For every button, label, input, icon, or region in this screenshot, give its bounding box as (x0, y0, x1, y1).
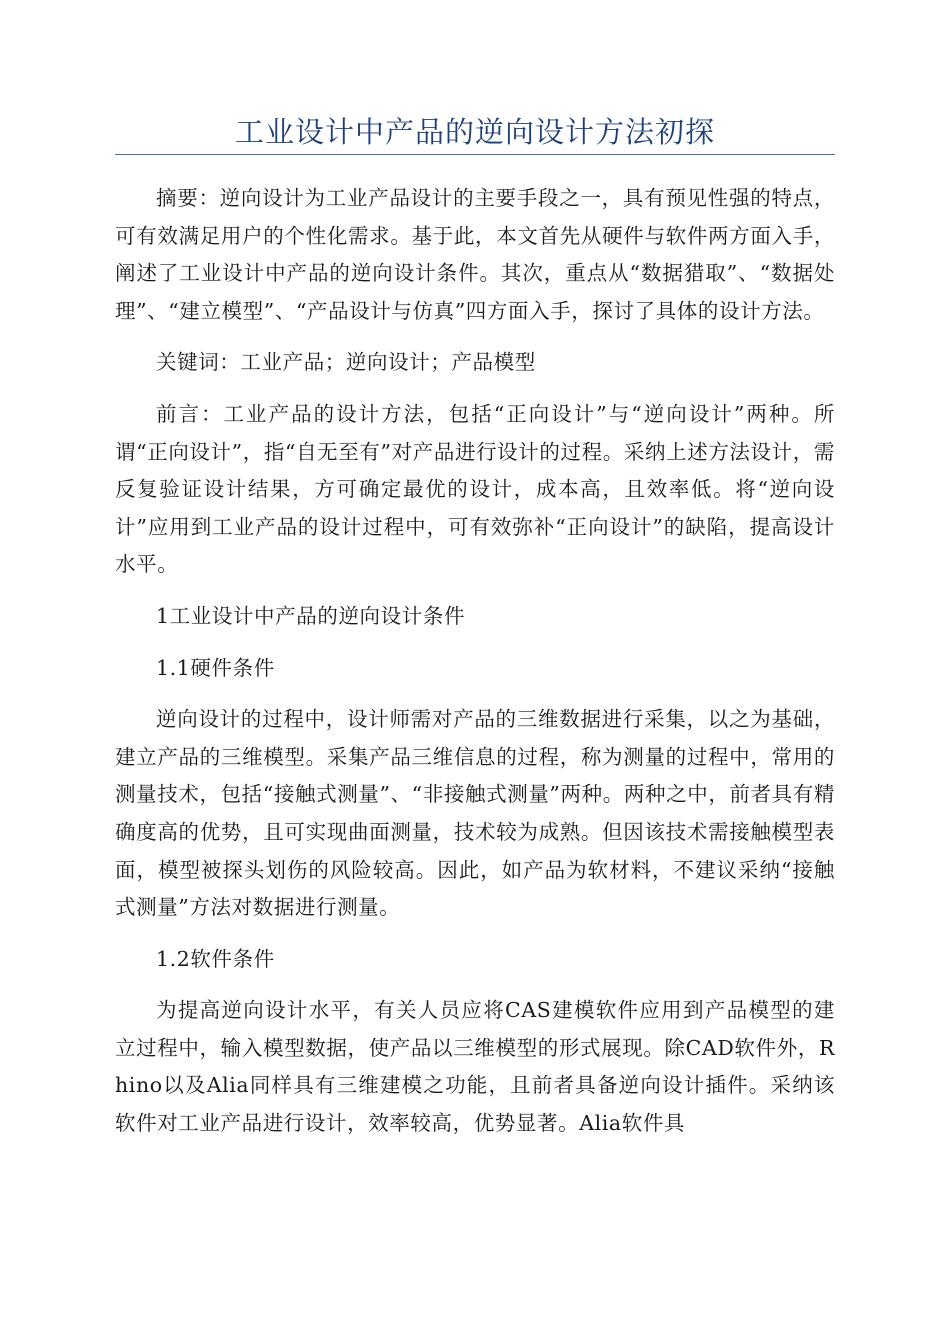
keywords-paragraph: 关键词：工业产品；逆向设计；产品模型 (156, 350, 536, 375)
subsection-heading-1-1: 1.1硬件条件 (156, 655, 275, 680)
subsection-heading-1-2: 1.2软件条件 (156, 946, 275, 971)
title-underline (115, 154, 835, 155)
document-body (115, 180, 835, 1157)
hardware-paragraph: 逆向设计的过程中，设计师需对产品的三维数据进行采集，以之为基础，建立产品的三维模型。采集产品三维信息的过程，称为测量的过程中，常用的测量技术，包括“接触式测量”、“非接触式测量”两种。两种之中，前者具有精确度高的优势，且可实现曲面测量，技术较为成熟。但因该技术需接触模型表面，模型被探头划伤的风险较高。因此，如产品为软材料，不建议采纳“接触式测量”方法对数据进行测量。 (115, 707, 835, 920)
abstract-paragraph: 摘要：逆向设计为工业产品设计的主要手段之一，具有预见性强的特点，可有效满足用户的个性化需求。基于此，本文首先从硬件与软件两方面入手，阐述了工业设计中产品的逆向设计条件。其次，重点从“数据猎取”、“数据处理”、“建立模型”、“产品设计与仿真”四方面入手，探讨了具体的设计方法。 (115, 186, 835, 323)
software-paragraph: 为提高逆向设计水平，有关人员应将CAS建模软件应用到产品模型的建立过程中，输入模型数据，使产品以三维模型的形式展现。除CAD软件外，Rhino以及Alia同样具有三维建模之功能，且前者具备逆向设计插件。采纳该软件对工业产品进行设计，效率较高，优势显著。Alia软件具 (115, 998, 835, 1136)
preface-paragraph: 前言：工业产品的设计方法，包括“正向设计”与“逆向设计”两种。所谓“正向设计”，指“自无至有”对产品进行设计的过程。采纳上述方法设计，需反复验证设计结果，方可确定最优的设计，成本高，且效率低。将“逆向设计”应用到工业产品的设计过程中，可有效弥补“正向设计”的缺陷，提高设计水平。 (115, 401, 835, 577)
document-title: 工业设计中产品的逆向设计方法初探 (234, 115, 715, 149)
section-heading-1: 1工业设计中产品的逆向设计条件 (156, 603, 466, 628)
